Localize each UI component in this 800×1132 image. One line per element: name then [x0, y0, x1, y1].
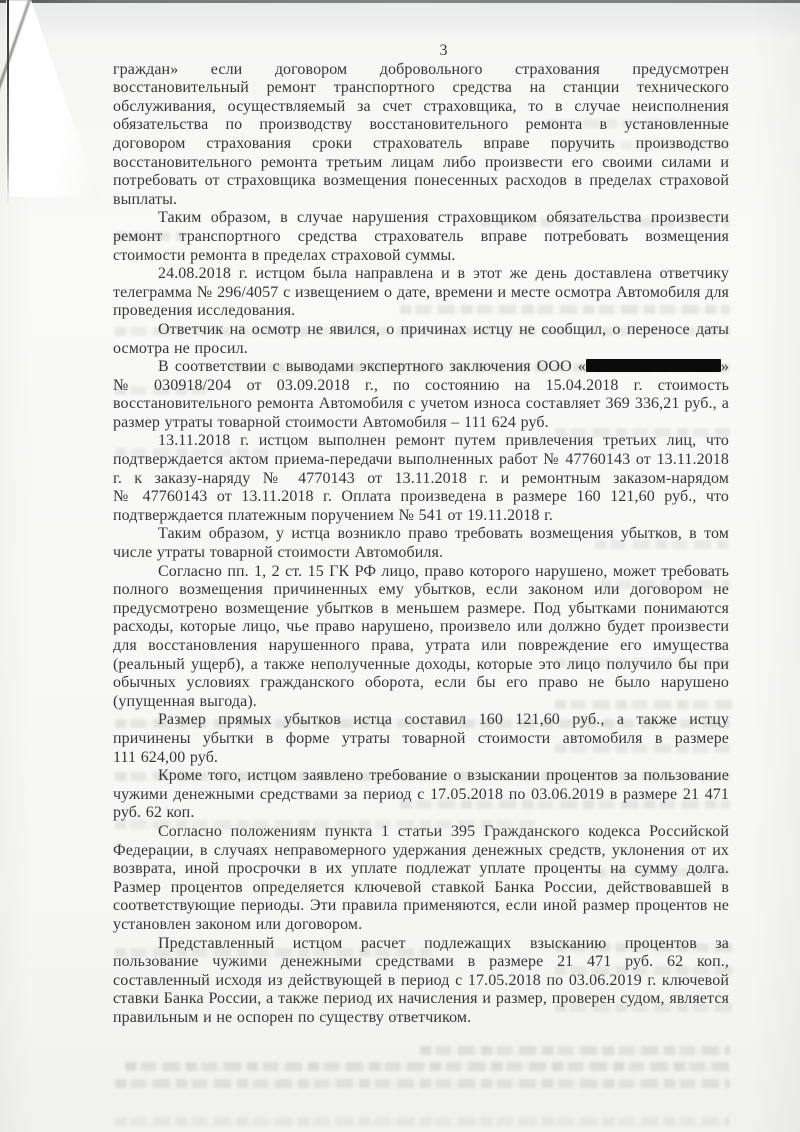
paragraph: Ответчик на осмотр не явился, о причинах истцу не сообщил, о переносе даты осмотра не просил. [113, 320, 729, 357]
scan-fold-corner-artifact [6, 0, 106, 197]
paragraph: 24.08.2018 г. истцом была направлена и в этот же день доставлена ответчику телеграмма № 296/4057 с извещением о дате, времени и месте осмотра Автомобиля для проведения исследования. [113, 265, 729, 320]
expert-text-after: » № 030918/204 от 03.09.2018 г., по состоянию на 15.04.2018 г. стоимость восстановительного ремонта Автомобиля с учетом износа составляет 369 336,21 руб., а размер утраты товарной стоимости Автомобиля – 111 624 руб. [113, 358, 729, 431]
redaction-bar [586, 359, 721, 372]
scan-top-edge-artifact [0, 0, 800, 3]
paragraph: Согласно положениям пункта 1 статьи 395 Гражданского кодекса Российской Федерации, в случаях неправомерного удержания денежных средств, уклонения от их возврата, иной просрочки в их уплате подлежат уплате проценты на сумму долга. Размер процентов определяется ключевой ставкой Банка России, действовавшей в соответствующие периоды. Эти правила применяются, если иной размер процентов не установлен законом или договором. [113, 822, 729, 933]
document-body [113, 42, 729, 1027]
bleed-through-text [125, 1062, 730, 1071]
paragraph: Согласно пп. 1, 2 ст. 15 ГК РФ лицо, право которого нарушено, может требовать полного возмещения причиненных ему убытков, если законом или договором не предусмотрено возмещение убытков в меньшем размере. Под убытками понимаются расходы, которые лицо, чье право нарушено, произвело или должно будет произвести для восстановления нарушенного права, утрата или повреждение его имущества (реальный ущерб), а также неполученные доходы, которые это лицо получило бы при обычных условиях гражданского оборота, если бы его право не было нарушено (упущенная выгода). [113, 562, 729, 710]
bleed-through-text [115, 1117, 730, 1126]
scan-left-edge-line [7, 0, 9, 205]
paragraph: Размер прямых убытков истца составил 160 121,60 руб., а также истцу причинены убытки в форме утраты товарной стоимости автомобиля в размере 111 624,00 руб. [113, 711, 729, 766]
expert-text-before: В соответствии с выводами экспертного заключения ООО « [158, 358, 586, 376]
paragraph: 13.11.2018 г. истцом выполнен ремонт путем привлечения третьих лиц, что подтверждается актом приема-передачи выполненных работ № 47760143 от 13.11.2018 г. к заказу-наряду № 4770143 от 13.11.2018 г. и ремонтным заказом-нарядом № 47760143 от 13.11.2018 г. Оплата произведена в размере 160 121,60 руб., что подтверждается платежным поручением № 541 от 19.11.2018 г. [113, 432, 729, 524]
paragraph: Таким образом, в случае нарушения страховщиком обязательства произвести ремонт транспортного средства страхователь вправе потребовать возмещения стоимости ремонта в пределах страховой суммы. [113, 209, 729, 264]
paragraph: Представленный истцом расчет подлежащих взысканию процентов за пользование чужими денежными средствами в размере 21 471 руб. 62 коп., составленный исходя из действующей в период с 17.05.2018 по 03.06.2019 г. ключевой ставки Банка России, а также период их начисления и размер, проверен судом, является правильным и не оспорен по существу ответчиком. [113, 934, 729, 1026]
bleed-through-text [115, 1079, 730, 1088]
paragraph: Кроме того, истцом заявлено требование о взыскании процентов за пользование чужими денежными средствами за период с 17.05.2018 по 03.06.2019 в размере 21 471 руб. 62 коп. [113, 767, 729, 822]
paragraph: Таким образом, у истца возникло право требовать возмещения убытков, в том числе утраты товарной стоимости Автомобиля. [113, 525, 729, 562]
paragraph-with-redaction [113, 358, 729, 432]
bleed-through-text [420, 1046, 730, 1055]
paragraph-continuation: граждан» если договором добровольного страхования предусмотрен восстановительный ремонт транспортного средства на станции технического обслуживания, осуществляемый за счет страховщика, то в случае неисполнения обязательства по производству восстановительного ремонта в установленные договором страхования сроки страхователь вправе поручить производство восстановительного ремонта третьим лицам либо произвести его своими силами и потребовать от страховщика возмещения понесенных расходов в пределах страховой выплаты. [113, 60, 729, 208]
page-number: 3 [439, 42, 448, 59]
